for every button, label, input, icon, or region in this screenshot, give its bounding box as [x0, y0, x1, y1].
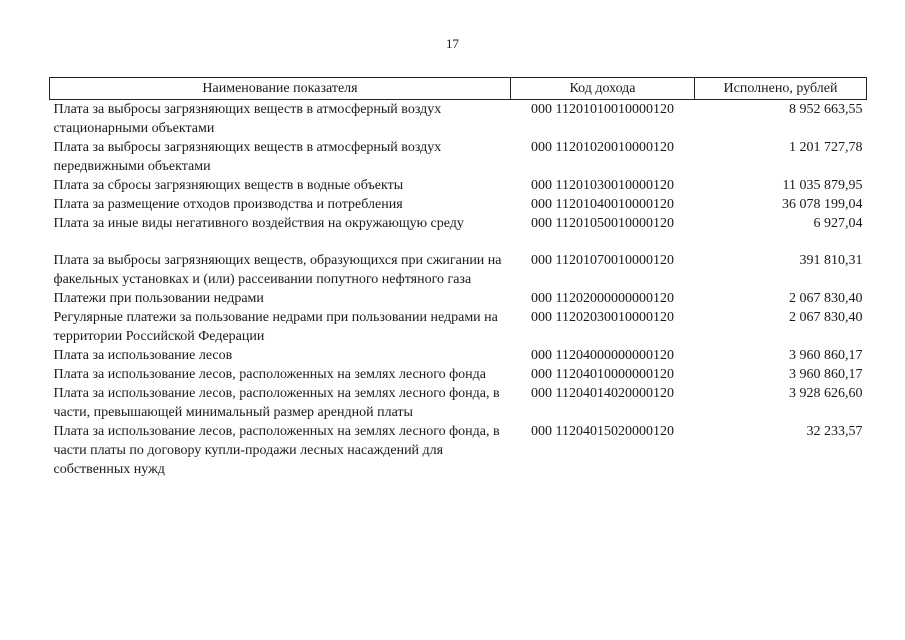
income-code: 000 11201020010000120 — [531, 140, 674, 155]
income-code: 000 11201070010000120 — [531, 253, 674, 268]
income-code: 000 11201010010000120 — [531, 102, 674, 117]
table-row — [50, 422, 867, 479]
table-row — [50, 233, 867, 289]
table-row — [50, 384, 867, 422]
indicator-name: Плата за выбросы загрязняющих веществ в атмосферный воздух передвижными объектами — [53, 140, 442, 174]
executed-amount: 8 952 663,55 — [789, 102, 863, 117]
table-row — [50, 100, 867, 139]
income-code: 000 11204015020000120 — [531, 424, 674, 439]
income-code: 000 11204010000000120 — [531, 367, 674, 382]
income-code: 000 11204000000000120 — [531, 348, 674, 363]
indicator-name: Платежи при пользовании недрами — [53, 291, 264, 306]
executed-amount: 11 035 879,95 — [782, 178, 863, 193]
executed-amount: 32 233,57 — [806, 424, 863, 439]
page-number: 17 — [446, 36, 459, 51]
executed-amount: 2 067 830,40 — [789, 310, 863, 325]
executed-amount: 2 067 830,40 — [789, 291, 863, 306]
executed-amount: 3 928 626,60 — [789, 386, 863, 401]
header-executed-amount: Исполнено, рублей — [695, 78, 867, 100]
indicator-name: Плата за размещение отходов производства и потребления — [53, 197, 403, 212]
indicator-name: Плата за выбросы загрязняющих веществ, образующихся при сжигании на факельных установках и (или) рассеивании попутного нефтяного газа — [53, 253, 502, 287]
table-row — [50, 308, 867, 346]
revenue-table — [49, 77, 867, 479]
income-code: 000 11201050010000120 — [531, 216, 674, 231]
income-code: 000 11202030010000120 — [531, 310, 674, 325]
table-row — [50, 138, 867, 176]
executed-amount: 3 960 860,17 — [789, 348, 863, 363]
executed-amount: 3 960 860,17 — [789, 367, 863, 382]
header-indicator-name: Наименование показателя — [50, 78, 511, 100]
executed-amount: 6 927,04 — [813, 216, 863, 231]
indicator-name: Регулярные платежи за пользование недрами при пользовании недрами на территории Российской Федерации — [53, 310, 498, 344]
indicator-name: Плата за иные виды негативного воздействия на окружающую среду — [53, 216, 464, 231]
executed-amount: 391 810,31 — [799, 253, 863, 268]
income-code: 000 11204014020000120 — [531, 386, 674, 401]
table-row — [50, 289, 867, 308]
income-code: 000 11202000000000120 — [531, 291, 674, 306]
table-row — [50, 346, 867, 365]
table-row — [50, 214, 867, 233]
indicator-name: Плата за сбросы загрязняющих веществ в водные объекты — [53, 178, 404, 193]
table-row — [50, 195, 867, 214]
executed-amount: 36 078 199,04 — [782, 197, 863, 212]
table-header-row — [50, 78, 867, 100]
table-row — [50, 176, 867, 195]
income-code: 000 11201040010000120 — [531, 197, 674, 212]
indicator-name: Плата за использование лесов, расположенных на землях лесного фонда, в части, превышающей минимальный размер арендной платы — [53, 386, 500, 420]
indicator-name: Плата за выбросы загрязняющих веществ в атмосферный воздух стационарными объектами — [53, 102, 442, 136]
indicator-name: Плата за использование лесов, расположенных на землях лесного фонда, в части платы по договору купли-продажи лесных насаждений для собственных нужд — [53, 424, 500, 477]
executed-amount: 1 201 727,78 — [789, 140, 863, 155]
table-row — [50, 365, 867, 384]
income-code: 000 11201030010000120 — [531, 178, 674, 193]
indicator-name: Плата за использование лесов, расположенных на землях лесного фонда — [53, 367, 486, 382]
indicator-name: Плата за использование лесов — [53, 348, 233, 363]
header-income-code: Код дохода — [511, 78, 695, 100]
